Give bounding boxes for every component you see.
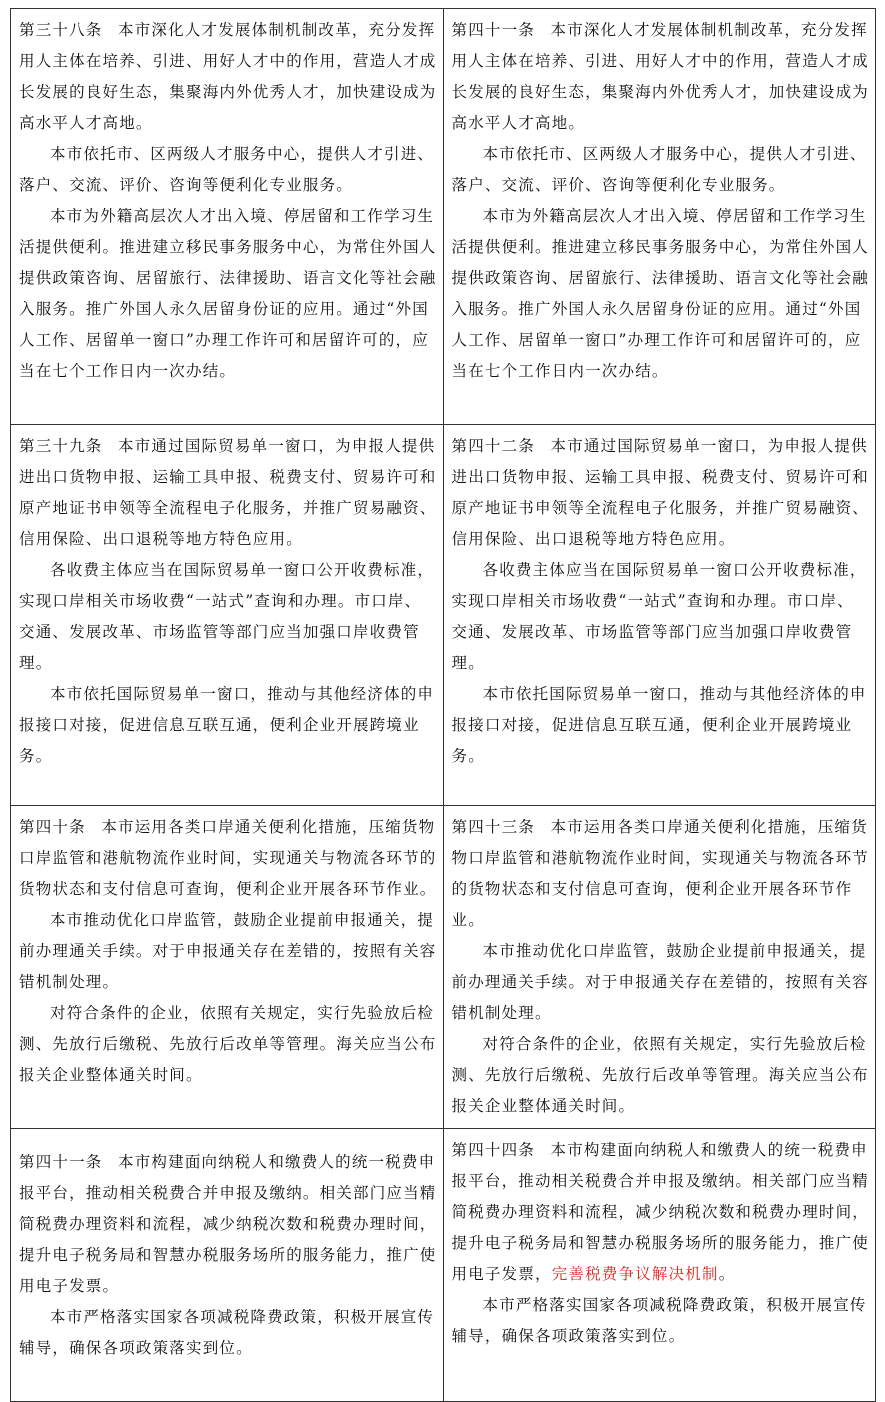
table-row (11, 1129, 876, 1402)
old-version-cell (11, 9, 444, 425)
article-number: 第四十四条 (451, 1141, 536, 1159)
paragraph: 本市为外籍高层次人才出入境、停居留和工作学习生活提供便利。推进建立移民事务服务中心，为常住外国人提供政策咨询、居留旅行、法律援助、语言文化等社会融入服务。推广外国人永久居留身份证的应用。通过“外国人工作、居留单一窗口”办理工作许可和居留许可的，应当在七个工作日内一次办结。 (19, 207, 437, 380)
new-version-cell (443, 425, 876, 806)
paragraph: 本市推动优化口岸监管，鼓励企业提前申报通关，提前办理通关手续。对于申报通关存在差错的，按照有关容错机制处理。 (451, 942, 870, 1022)
new-version-cell (443, 9, 876, 425)
paragraph: 本市推动优化口岸监管，鼓励企业提前申报通关，提前办理通关手续。对于申报通关存在差错的，按照有关容错机制处理。 (19, 911, 437, 991)
article-number: 第三十九条 (19, 437, 103, 455)
paragraph: 各收费主体应当在国际贸易单一窗口公开收费标准，实现口岸相关市场收费“一站式”查询和办理。市口岸、交通、发展改革、市场监管等部门应当加强口岸收费管理。 (451, 561, 867, 672)
article-number: 第四十一条 (451, 21, 536, 39)
paragraph: 本市严格落实国家各项减税降费政策，积极开展宣传辅导，确保各项政策落实到位。 (451, 1296, 867, 1345)
paragraph: 各收费主体应当在国际贸易单一窗口公开收费标准，实现口岸相关市场收费“一站式”查询和办理。市口岸、交通、发展改革、市场监管等部门应当加强口岸收费管理。 (19, 561, 435, 672)
new-version-cell (443, 806, 876, 1129)
article-number: 第四十二条 (451, 437, 536, 455)
old-version-cell (11, 425, 444, 806)
old-version-cell (11, 1129, 444, 1402)
table-row (11, 9, 876, 425)
old-version-cell (11, 806, 444, 1129)
table-row (11, 806, 876, 1129)
article-number: 第四十条 (19, 818, 86, 836)
table-row (11, 425, 876, 806)
paragraph: 第四十一条 本市构建面向纳税人和缴费人的统一税费申报平台，推动相关税费合并申报及缴纳。相关部门应当精简税费办理资料和流程，减少纳税次数和税费办理时间，提升电子税务局和智慧办税服务场所的服务能力，推广使用电子发票。 (19, 1153, 437, 1295)
added-text-highlight: 完善税费争议解决机制 (551, 1265, 719, 1283)
new-version-cell (443, 1129, 876, 1402)
paragraph: 第四十三条 本市运用各类口岸通关便利化措施，压缩货物口岸监管和港航物流作业时间，实现通关与物流各环节的货物状态和支付信息可查询，便利企业开展各环节作业。 (451, 818, 870, 929)
article-number: 第三十八条 (19, 21, 103, 39)
paragraph: 对符合条件的企业，依照有关规定，实行先验放后检测、先放行后缴税、先放行后改单等管理。海关应当公布报关企业整体通关时间。 (451, 1035, 870, 1115)
paragraph: 第四十二条 本市通过国际贸易单一窗口，为申报人提供进出口货物申报、运输工具申报、税费支付、贸易许可和原产地证书申领等全流程电子化服务，并推广贸易融资、信用保险、出口退税等地方特色应用。 (451, 437, 870, 548)
paragraph: 本市依托市、区两级人才服务中心，提供人才引进、落户、交流、评价、咨询等便利化专业服务。 (19, 145, 435, 194)
paragraph: 第四十四条 本市构建面向纳税人和缴费人的统一税费申报平台，推动相关税费合并申报及缴纳。相关部门应当精简税费办理资料和流程，减少纳税次数和税费办理时间，提升电子税务局和智慧办税服务场所的服务能力，推广使用电子发票，完善税费争议解决机制。 (451, 1141, 870, 1283)
paragraph: 本市为外籍高层次人才出入境、停居留和工作学习生活提供便利。推进建立移民事务服务中心，为常住外国人提供政策咨询、居留旅行、法律援助、语言文化等社会融入服务。推广外国人永久居留身份证的应用。通过“外国人工作、居留单一窗口”办理工作许可和居留许可的，应当在七个工作日内一次办结。 (451, 207, 870, 380)
paragraph: 第三十八条 本市深化人才发展体制机制改革，充分发挥用人主体在培养、引进、用好人才中的作用，营造人才成长发展的良好生态，集聚海内外优秀人才，加快建设成为高水平人才高地。 (19, 21, 437, 132)
paragraph: 第四十一条 本市深化人才发展体制机制改革，充分发挥用人主体在培养、引进、用好人才中的作用，营造人才成长发展的良好生态，集聚海内外优秀人才，加快建设成为高水平人才高地。 (451, 21, 870, 132)
comparison-table (10, 8, 876, 1402)
article-number: 第四十一条 (19, 1153, 103, 1171)
paragraph: 本市依托国际贸易单一窗口，推动与其他经济体的申报接口对接，促进信息互联互通，便利企业开展跨境业务。 (451, 685, 867, 765)
paragraph: 本市依托市、区两级人才服务中心，提供人才引进、落户、交流、评价、咨询等便利化专业服务。 (451, 145, 867, 194)
paragraph: 本市严格落实国家各项减税降费政策，积极开展宣传辅导，确保各项政策落实到位。 (19, 1308, 435, 1357)
article-number: 第四十三条 (451, 818, 536, 836)
paragraph: 第三十九条 本市通过国际贸易单一窗口，为申报人提供进出口货物申报、运输工具申报、税费支付、贸易许可和原产地证书申领等全流程电子化服务，并推广贸易融资、信用保险、出口退税等地方特色应用。 (19, 437, 437, 548)
paragraph: 对符合条件的企业，依照有关规定，实行先验放后检测、先放行后缴税、先放行后改单等管理。海关应当公布报关企业整体通关时间。 (19, 1004, 437, 1084)
paragraph: 第四十条 本市运用各类口岸通关便利化措施，压缩货物口岸监管和港航物流作业时间，实现通关与物流各环节的货物状态和支付信息可查询，便利企业开展各环节作业。 (19, 818, 437, 898)
paragraph: 本市依托国际贸易单一窗口，推动与其他经济体的申报接口对接，促进信息互联互通，便利企业开展跨境业务。 (19, 685, 435, 765)
